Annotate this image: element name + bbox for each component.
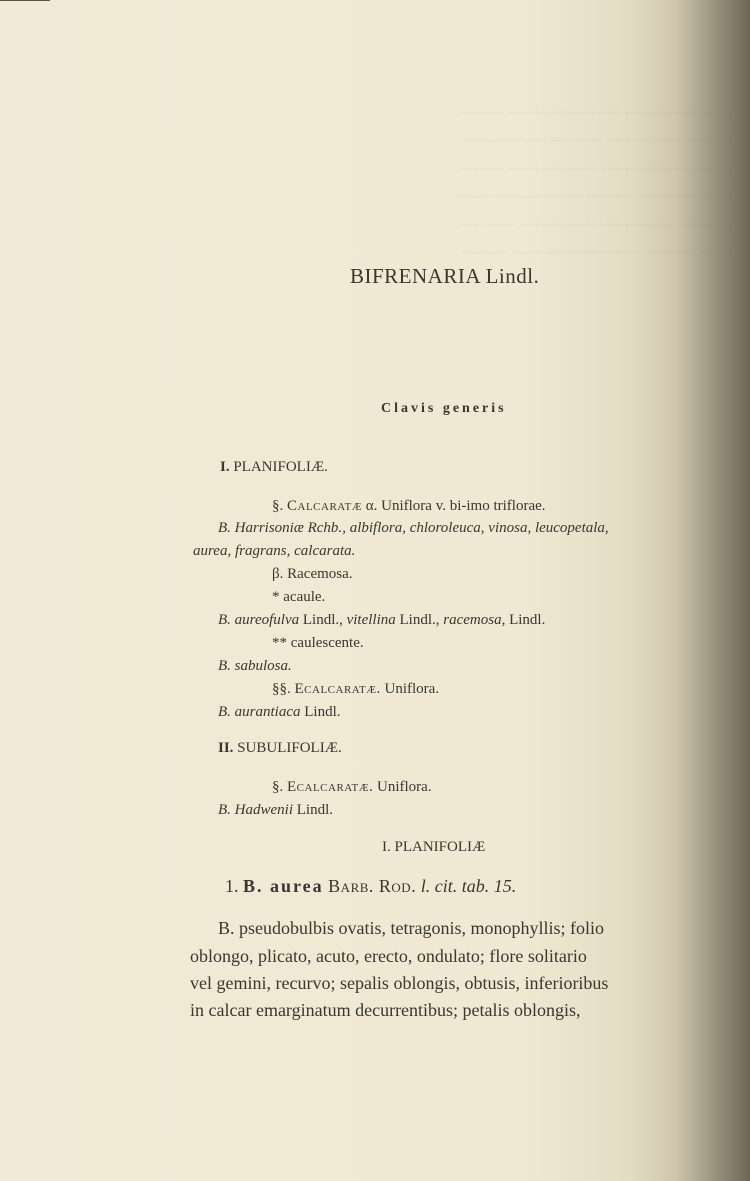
species-title: B. aurea [243, 876, 324, 896]
subsection-ecalcaratae [272, 779, 432, 796]
species-line-cont [193, 543, 355, 560]
subsection-name: Calcaratæ [287, 498, 363, 514]
group-acaule: * acaule. [272, 589, 326, 605]
species-name: racemosa, [443, 612, 506, 628]
subsection-desc: Uniflora. [373, 779, 432, 795]
species-list-cont: aurea, fragrans, calcarata. [193, 543, 356, 559]
section-number: I. [220, 459, 230, 475]
species-name: Harrisoniæ [234, 520, 304, 536]
species-number: 1. [225, 876, 239, 896]
subsection-name: Ecalcaratæ. [294, 681, 381, 697]
group-caulescente: ** caulescente. [272, 635, 364, 651]
species-name: Hadwenii [234, 802, 294, 818]
species-author: Lindl., [299, 612, 347, 628]
species-line [218, 802, 333, 819]
page-title: BIFRENARIA Lindl. [350, 264, 540, 288]
subsection-desc: α. Uniflora v. bi-imo triflorae. [362, 498, 546, 514]
species-author: Lindl. [505, 612, 546, 628]
species-author: Lindl. [293, 802, 334, 818]
description-line: in calcar emarginatum decurrentibus; petalis oblongis, [190, 1000, 581, 1020]
genus-abbrev: B. [218, 704, 231, 720]
genus-abbrev: B. [218, 658, 231, 674]
species-line [218, 612, 545, 629]
key-heading: Clavis generis [381, 401, 507, 416]
genus-abbrev: B. [218, 612, 231, 628]
species-name: vitellina [346, 612, 396, 628]
description-line: B. pseudobulbis ovatis, tetragonis, monophyllis; folio [218, 918, 604, 938]
species-list: , albiflora, chloroleuca, vinosa, leucopetala, [342, 520, 609, 536]
species-authority: Barb. Rod. [328, 876, 417, 896]
group-racemosa: β. Racemosa. [272, 566, 353, 582]
species-line [218, 658, 292, 675]
description-line: vel gemini, recurvo; sepalis oblongis, obtusis, inferioribus [190, 973, 609, 993]
species-citation: l. cit. tab. 15. [420, 876, 517, 896]
species-name: sabulosa. [234, 658, 292, 674]
section-number: II. [218, 740, 234, 756]
subsection-ecalcaratae [272, 681, 439, 698]
subsection-mark: §. [272, 779, 284, 795]
species-line [218, 520, 609, 537]
show-through-text: ~~~~ ~~~~~~ ~~~ ~~~~~~~ ~~ ~~~~~ ~~~~~~ ~~~~~~ ~~~~ ~~~ ~~ ~~~~~~~ ~~~ ~~~~~~~~ ~~~~~ ~~~~~~~ ~~~~ ~~~~ ~~~ ~~~~ ~~~~~~ ~~~ ~~~~~~~~~ ~~~~~~ ~~~~ ~~~~~~~ ~~~~~ ~~~~~~~ ~~~ ~~~~~~~ ~~~ ~~~~~~ ~~~~ ~~~ ~~~~ ~~~~~~~ ~~~~~ ~~~~~~~~ ~~~ ~~~~~~ [454, 106, 730, 261]
species-entry [225, 876, 516, 897]
genus-abbrev: B. [218, 802, 231, 818]
species-author: Lindl. [300, 704, 341, 720]
section-name: PLANIFOLIÆ. [233, 459, 328, 475]
subsection-desc: Uniflora. [380, 681, 440, 697]
section-planifoliae [220, 459, 328, 476]
title-rule [0, 0, 50, 1]
genus-abbrev: B. [218, 520, 231, 536]
subsection-calcaratae [272, 498, 546, 515]
section-heading: I. PLANIFOLIÆ [382, 839, 486, 855]
section-subulifoliae [218, 740, 342, 757]
description-line: oblongo, plicato, acuto, erecto, ondulato; flore solitario [190, 946, 587, 966]
subsection-mark: §. [272, 498, 284, 514]
subsection-name: Ecalcaratæ. [287, 779, 374, 795]
subsection-mark: §§. [272, 681, 291, 697]
species-name: aurantiaca [234, 704, 301, 720]
species-author: Rchb. [303, 520, 343, 536]
species-line [218, 704, 341, 721]
section-name: SUBULIFOLIÆ. [237, 740, 342, 756]
species-author: Lindl., [395, 612, 444, 628]
species-name: aureofulva [234, 612, 300, 628]
